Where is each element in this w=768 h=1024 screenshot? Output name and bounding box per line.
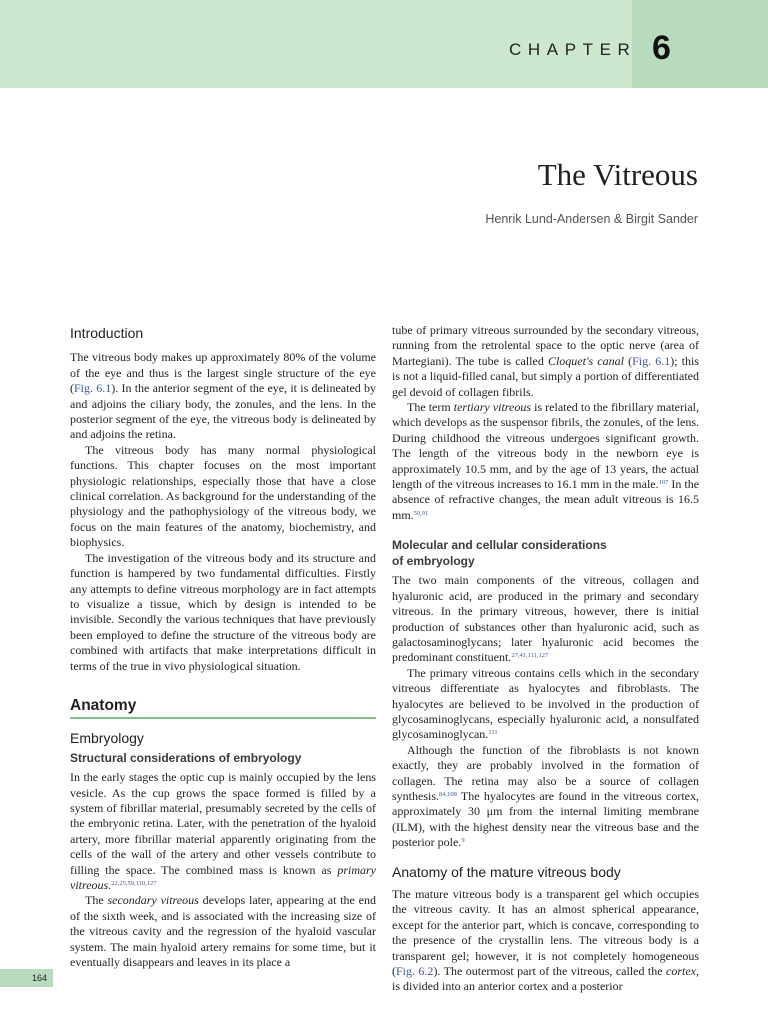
figure-link-6-1[interactable]: Fig. 6.1 <box>74 381 112 396</box>
left-column <box>70 324 376 970</box>
text-span: The term <box>407 400 454 415</box>
intro-paragraph-2: The vitreous body has many normal physiological functions. This chapter focuses on the most important physiologic relationships, especially those that have a close clinical correlation. As background for the understanding of the physiology and the pathophysiology of the vitreous body, we focus on the main features of the anatomy, biochemistry, and biophysics. <box>70 442 376 550</box>
embryology-paragraph-2 <box>70 893 376 970</box>
heading-line-2: of embryology <box>392 554 475 569</box>
figure-link-6-2[interactable]: Fig. 6.2 <box>396 964 434 979</box>
text-span: The hyalocytes are found in the vitreous cortex, approximately 30 μm from the internal limiting membrane (ILM), with the highest density near the vitreous base and the posterior pole. <box>392 788 699 850</box>
text-span: ). The outermost part of the vitreous, called the <box>433 964 666 979</box>
text-span: The vitreous body makes up approximately 80% of the volume of the eye and thus is the largest single structure of the eye ( <box>70 350 376 396</box>
text-span: tube of primary vitreous surrounded by the secondary vitreous, running from the retrolental space to the optic nerve (area of Martegiani). The tube is called <box>392 323 699 368</box>
text-span: The <box>85 893 108 908</box>
text-span: develops later, appearing at the end of the sixth week, and is associated with the increasing size of the vitreous cavity and the regression of the hyaloid vascular system. The main hyaloid artery remains for some time, but it eventually disappears and leaves in its place a <box>70 893 376 970</box>
citation[interactable]: 84,108 <box>439 790 457 798</box>
text-span: , is divided into an anterior cortex and a posterior <box>392 964 699 994</box>
text-span: The mature vitreous body is a transparent gel which occupies the vitreous cavity. It has an almost spherical appearance, except for the anterior part, which is concave, corresponding to the presence of the crystallin lens. The vitreous body is a transparent gel; however, it is not completely homogeneous ( <box>392 887 699 979</box>
mature-vitreous-heading: Anatomy of the mature vitreous body <box>392 863 621 880</box>
embryology-paragraph-1 <box>70 770 376 893</box>
term-primary-vitreous: primary vitreous <box>70 862 376 892</box>
text-span: ); this is not a liquid-filled canal, but simply a portion of differentiated gel devoid of collagen fibrils. <box>392 353 699 399</box>
structural-considerations-heading: Structural considerations of embryology <box>70 750 302 765</box>
intro-paragraph-1 <box>70 350 376 442</box>
text-span: In the absence of refractive changes, the mean adult vitreous is 16.5 mm. <box>392 477 700 522</box>
citation[interactable]: 111 <box>488 729 498 737</box>
chapter-title: The Vitreous <box>537 157 698 192</box>
mature-paragraph-1 <box>392 887 699 995</box>
citation[interactable]: 50,91 <box>413 509 429 517</box>
term-cloquets-canal: Cloquet's canal <box>547 353 624 368</box>
continued-paragraph <box>392 323 699 400</box>
term-secondary-vitreous: secondary vitreous <box>107 893 199 908</box>
intro-paragraph-3: The investigation of the vitreous body and its structure and function is hampered by two fundamental difficulties. Firstly any attempts to define vitreous morphology are in fact attempts to visualize a tissue, which by design is intended to be invisible. Secondly the various techniques that have previously been employed to define the structure of the vitreous body are combined with artifacts that make interpretations difficult in terms of the true in vivo physiological situation. <box>70 550 376 673</box>
text-span: ). In the anterior segment of the eye, it is delineated by and adjoins the ciliary body, the zonules, and the lens. In the posterior segment of the eye, the vitreous body is delineated by and adjoins the retina. <box>70 381 376 442</box>
chapter-label: CHAPTER <box>509 40 637 59</box>
text-span: The two main components of the vitreous, collagen and hyaluronic acid, are produced in the primary and secondary vitreous. In the primary vitreous, however, there is initial production of substances other than hyaluronic acid, such as galactosaminoglycans; later hyaluronic acid becomes the predominant constituent. <box>392 573 699 665</box>
citation[interactable]: 27,41,111,127 <box>511 652 549 660</box>
chapter-number: 6 <box>652 29 671 67</box>
tertiary-paragraph <box>392 400 699 523</box>
introduction-heading: Introduction <box>70 325 144 341</box>
term-cortex: cortex <box>666 964 696 979</box>
text-span: is related to the fibrillary material, which develops as the suspensor fibrils, the zonules, of the lens. During childhood the vitreous undergoes significant growth. The length of the vitreous body in the newborn eye is approximately 10.5 mm, and by the age of 13 years, the actual length of the vitreous increases to 16.1 mm in the male. <box>392 400 699 492</box>
page-number: 164 <box>0 969 53 987</box>
right-column <box>392 323 699 995</box>
term-tertiary-vitreous: tertiary vitreous <box>453 400 532 415</box>
citation[interactable]: 22,25,59,110,127 <box>111 880 157 887</box>
anatomy-heading: Anatomy <box>70 698 376 719</box>
chapter-authors: Henrik Lund-Andersen & Birgit Sander <box>485 212 698 226</box>
molecular-considerations-heading <box>392 537 699 569</box>
citation[interactable]: 107 <box>658 479 669 487</box>
molecular-paragraph-1 <box>392 573 699 665</box>
text-span: In the early stages the optic cup is mainly occupied by the lens vesicle. As the cup grows the space formed is filled by a system of fibrillar material, presumably secreted by the cells of the embryonic retina. Later, with the penetration of the hyaloid artery, more fibrillar material apparently originating from the cells of the wall of the artery and other vessels contribute to filling the space. The combined mass is known as <box>70 770 376 877</box>
text-span: Although the function of the fibroblasts is not known exactly, they are probably involved in the formation of collagen. The retina may also be a source of collagen synthesis. <box>392 742 699 803</box>
molecular-paragraph-3 <box>392 743 699 851</box>
text-span: The primary vitreous contains cells which in the secondary vitreous differentiate as hyalocytes and fibroblasts. The hyalocytes are believed to be involved in the production of glycosaminoglycans, especially hyaluronic acid, a nonsulfated glycosaminoglycan. <box>392 665 699 742</box>
text-span: ( <box>623 353 633 368</box>
molecular-paragraph-2 <box>392 666 699 743</box>
citation[interactable]: 9 <box>461 837 465 845</box>
embryology-heading: Embryology <box>70 730 144 747</box>
heading-line-1: Molecular and cellular considerations <box>392 538 607 553</box>
figure-link-6-1[interactable]: Fig. 6.1 <box>632 353 671 368</box>
text-span: . <box>108 878 112 892</box>
